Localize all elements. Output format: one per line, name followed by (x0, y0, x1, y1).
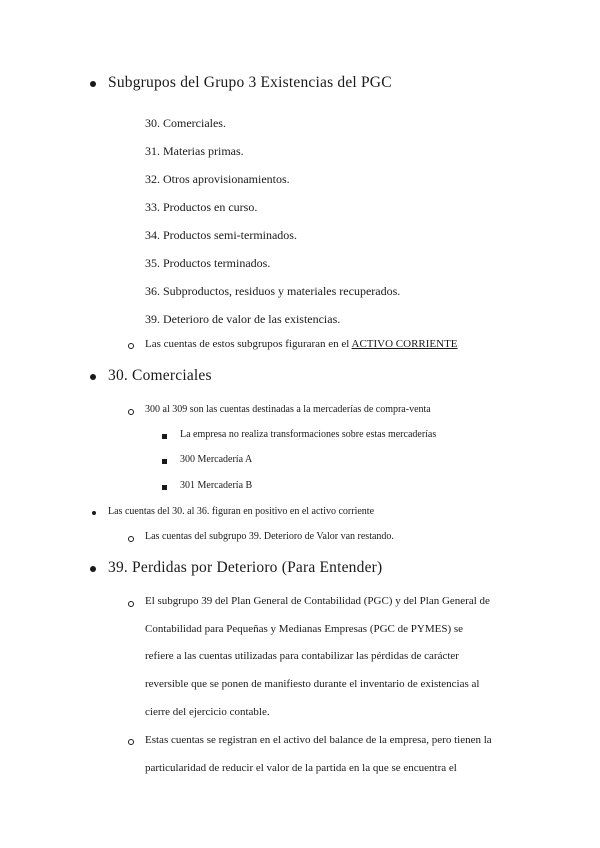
list-item: 35. Productos terminados. (145, 256, 271, 270)
paragraph-line: Estas cuentas se registran en el activo del balance de la empresa, pero tienen la (145, 734, 492, 746)
list-item: 32. Otros aprovisionamientos. (145, 172, 290, 186)
bullet-icon (92, 511, 96, 515)
positivo-sub: Las cuentas del subgrupo 39. Deterioro de Valor van restando. (145, 531, 394, 542)
bullet-icon (90, 81, 96, 87)
circle-bullet-icon (128, 601, 134, 607)
section-title-comerciales: 30. Comerciales (108, 367, 212, 384)
paragraph-line: particularidad de reducir el valor de la partida en la que se encuentra el (145, 762, 457, 774)
comerciales-sub: 300 al 309 son las cuentas destinadas a la mercaderías de compra-venta (145, 404, 431, 415)
circle-bullet-icon (128, 536, 134, 542)
positivo-text: Las cuentas del 30. al 36. figuran en positivo en el activo corriente (108, 506, 375, 517)
paragraph-line: reversible que se ponen de manifiesto durante el inventario de existencias al (145, 678, 480, 690)
bullet-icon (90, 374, 96, 380)
list-item: 33. Productos en curso. (145, 200, 258, 214)
square-bullet-icon (162, 434, 167, 439)
activo-corriente-link: ACTIVO CORRIENTE (351, 338, 458, 350)
bullet-icon (90, 566, 96, 572)
paragraph-line: El subgrupo 39 del Plan General de Contabilidad (PGC) y del Plan General de (145, 595, 490, 607)
list-item: 31. Materias primas. (145, 144, 244, 158)
list-item: 39. Deterioro de valor de las existencias. (145, 312, 341, 326)
list-item: 301 Mercadería B (180, 480, 253, 491)
section-title-grupo3: Subgrupos del Grupo 3 Existencias del PGC (108, 74, 392, 91)
section-title-deterioro: 39. Perdidas por Deterioro (Para Entender) (108, 559, 383, 576)
circle-bullet-icon (128, 409, 134, 415)
list-item: 36. Subproductos, residuos y materiales recuperados. (145, 284, 401, 298)
circle-bullet-icon (128, 739, 134, 745)
list-item: La empresa no realiza transformaciones sobre estas mercaderías (180, 429, 437, 440)
circle-bullet-icon (128, 343, 134, 349)
paragraph-line: Contabilidad para Pequeñas y Medianas Empresas (PGC de PYMES) se (145, 623, 464, 635)
note-text: Las cuentas de estos subgrupos figuraran en el (145, 338, 352, 350)
square-bullet-icon (162, 459, 167, 464)
square-bullet-icon (162, 485, 167, 490)
list-item: 30. Comerciales. (145, 116, 226, 130)
list-item: 300 Mercadería A (180, 454, 253, 465)
list-item: 34. Productos semi-terminados. (145, 228, 297, 242)
activo-corriente-note (145, 338, 458, 350)
paragraph-line: refiere a las cuentas utilizadas para contabilizar las pérdidas de carácter (145, 650, 459, 662)
paragraph-line: cierre del ejercicio contable. (145, 706, 270, 718)
